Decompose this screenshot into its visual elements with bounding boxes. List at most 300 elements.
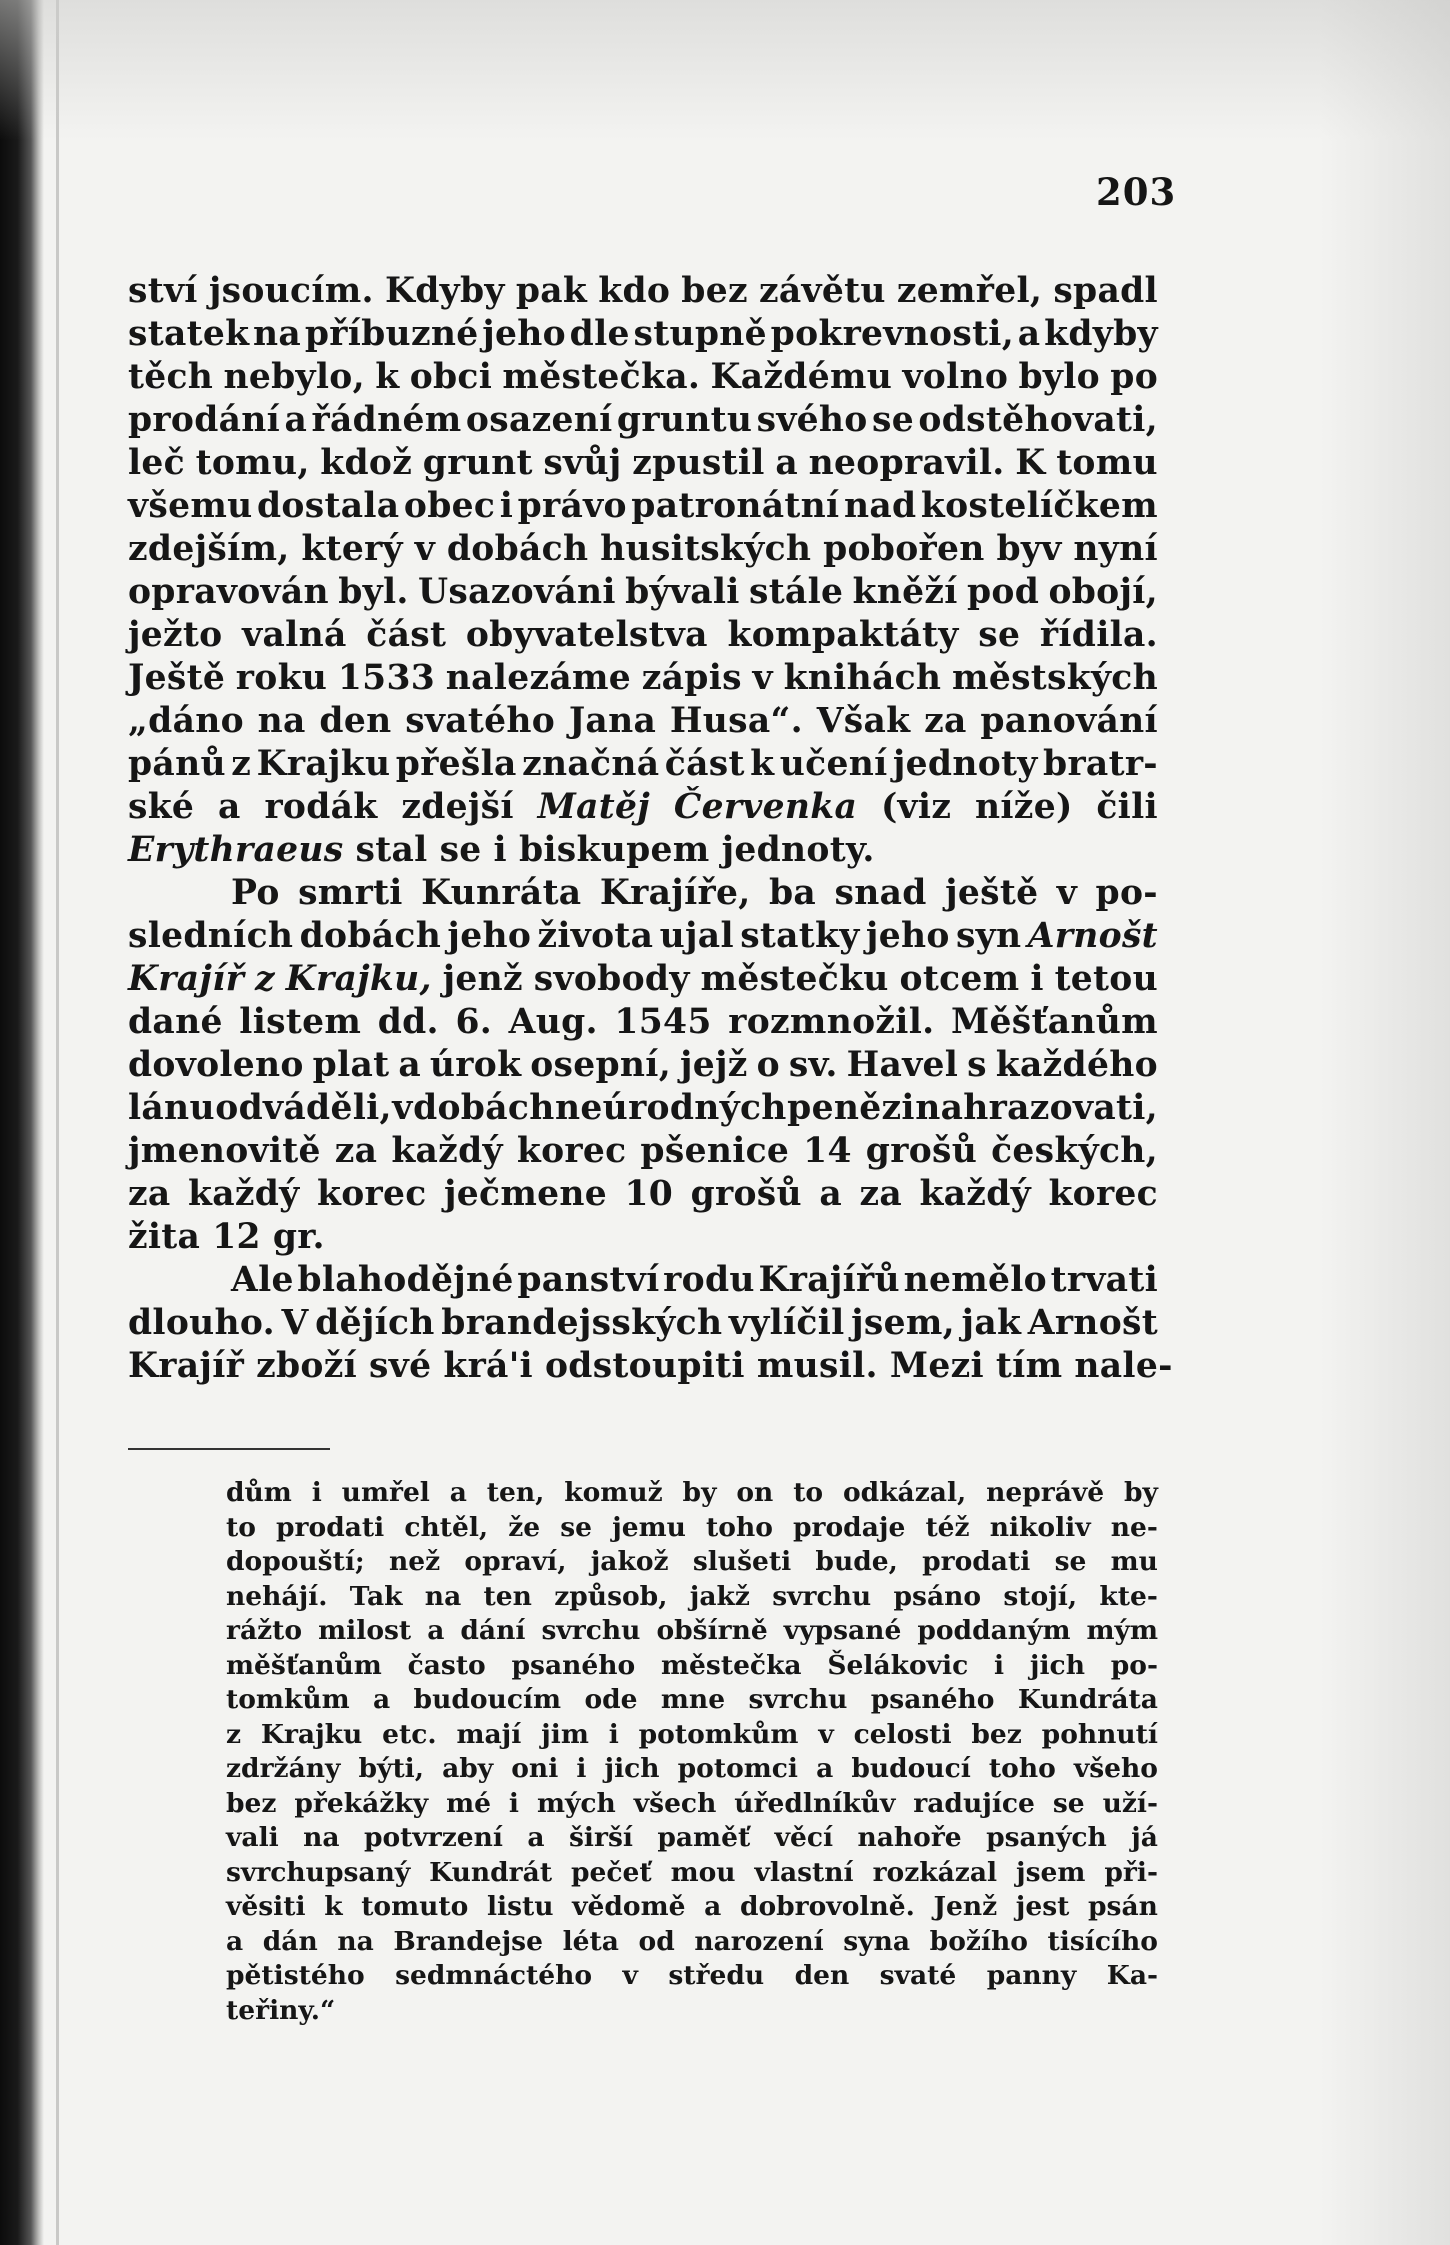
word: věsiti — [226, 1891, 306, 1922]
word: odváděli, — [215, 1088, 392, 1128]
word: korec — [516, 1131, 627, 1171]
word: chtěl, — [404, 1511, 489, 1543]
word: úředlníkův — [734, 1787, 896, 1819]
word: pak — [515, 271, 588, 311]
word: pod — [966, 572, 1040, 612]
word: jak — [961, 1303, 1022, 1343]
word: „dáno — [128, 701, 244, 741]
word: jakž — [689, 1580, 750, 1612]
word: Arnošt — [1027, 916, 1158, 956]
word: bylo — [1018, 357, 1100, 397]
word: narození — [694, 1925, 824, 1957]
word: 12 — [212, 1217, 261, 1257]
word: a — [226, 1925, 244, 1957]
word: žita — [128, 1217, 201, 1257]
text-line-6 — [128, 485, 1158, 528]
word: Krajku — [260, 1718, 363, 1750]
word: na — [303, 1822, 340, 1853]
word: penězi — [787, 1088, 915, 1128]
word: svého — [756, 400, 868, 440]
word: dán — [262, 1925, 318, 1957]
footnote-line-11 — [226, 1821, 1158, 1856]
word: všech — [633, 1787, 717, 1819]
word: v — [1056, 873, 1078, 913]
word: dobrovolně. — [739, 1891, 915, 1922]
word: nalezáme — [445, 658, 632, 698]
word: Krajku, — [285, 959, 432, 999]
footnote-line-5 — [226, 1614, 1158, 1649]
word: od — [638, 1925, 675, 1957]
word: mých — [536, 1787, 616, 1819]
word: na — [257, 701, 306, 741]
word: těch — [128, 357, 214, 397]
text-line-2 — [128, 313, 1158, 356]
word: jednoty — [892, 744, 1038, 784]
word: prodaje — [793, 1511, 906, 1543]
word: přešla — [395, 744, 517, 784]
word: o — [756, 1045, 780, 1085]
word: se — [978, 615, 1021, 655]
word: psaného — [870, 1684, 995, 1715]
word: zemřel, — [896, 271, 1043, 311]
word: se — [872, 400, 914, 440]
book-binding-shadow — [0, 0, 44, 2245]
word: Každému — [710, 357, 893, 397]
word: grošů — [690, 1174, 802, 1214]
word: Krajíře, — [599, 873, 751, 913]
word: dobách — [446, 529, 589, 569]
word: korec — [1048, 1174, 1158, 1214]
footnote-line-1 — [226, 1476, 1158, 1511]
word: měšťanům — [226, 1649, 382, 1681]
word: mé — [446, 1787, 491, 1819]
word: syn — [955, 916, 1022, 956]
word: v — [752, 658, 773, 698]
word: v — [392, 1088, 413, 1128]
word: po- — [1095, 873, 1158, 913]
footnote-line-7 — [226, 1683, 1158, 1718]
word: rodu — [663, 1260, 755, 1300]
text-line-9 — [128, 614, 1158, 657]
word: a — [704, 1891, 722, 1922]
word: stal — [355, 830, 428, 870]
word: i — [608, 1718, 619, 1750]
word: dům — [226, 1477, 292, 1508]
word: bývali — [625, 572, 740, 612]
word: smrti — [298, 873, 403, 913]
word: listu — [486, 1891, 554, 1922]
word: a — [449, 1477, 467, 1508]
word: neprávě — [986, 1477, 1105, 1508]
word: i — [508, 1787, 519, 1819]
word: tomu, — [195, 443, 310, 483]
word: Aug. — [508, 1002, 598, 1042]
word: pšenice — [640, 1131, 790, 1171]
word: městečku — [700, 959, 889, 999]
word: se — [560, 1511, 593, 1543]
word: způsob, — [554, 1580, 668, 1612]
word: bez — [226, 1787, 277, 1819]
word: oni — [511, 1753, 559, 1784]
text-line-8 — [128, 571, 1158, 614]
word: k — [750, 744, 775, 784]
word: Krajířů — [758, 1260, 900, 1300]
word: Ještě — [128, 658, 226, 698]
word: dání — [460, 1615, 526, 1646]
word: sledních — [128, 916, 294, 956]
word: zboží — [256, 1346, 358, 1386]
word: teřiny.“ — [226, 1994, 336, 2026]
footnote-line-6 — [226, 1649, 1158, 1684]
word: bez — [971, 1718, 1022, 1750]
word: budoucím — [413, 1684, 562, 1715]
word: panny — [986, 1960, 1077, 1991]
word: než — [388, 1546, 441, 1577]
footnote-line-13 — [226, 1890, 1158, 1925]
word: se — [439, 830, 482, 870]
text-line-17 — [128, 958, 1158, 1001]
word: odstěhovati, — [918, 400, 1158, 440]
word: 1533 — [337, 658, 436, 698]
word: ské — [128, 787, 195, 827]
word: dlouho. — [128, 1303, 275, 1343]
word: a — [217, 787, 241, 827]
word: Havel — [846, 1045, 959, 1085]
word: byl. — [338, 572, 409, 612]
word: obci — [409, 357, 493, 397]
text-line-20 — [128, 1087, 1158, 1130]
word: jeho — [447, 916, 532, 956]
word: neúrodných — [555, 1088, 787, 1128]
word: Červenka — [673, 787, 858, 827]
text-line-14 — [128, 829, 1158, 872]
word: jsem, — [851, 1303, 955, 1343]
word: městečka — [661, 1649, 802, 1681]
word: na — [337, 1925, 374, 1957]
word: v — [818, 1718, 834, 1750]
text-line-15 — [128, 872, 1158, 915]
word: své — [369, 1346, 432, 1386]
word: se — [1054, 1546, 1087, 1577]
word: svrchu — [541, 1615, 641, 1646]
text-line-23 — [128, 1216, 1158, 1259]
word: svrchupsaný — [226, 1856, 411, 1888]
word: snad — [834, 873, 927, 913]
word: ten — [483, 1580, 532, 1612]
word: den — [319, 701, 392, 741]
word: bez — [681, 271, 748, 311]
word: ujal — [659, 916, 734, 956]
word: volno — [902, 357, 1009, 397]
word: dobách — [413, 1088, 555, 1128]
footnote-line-14 — [226, 1925, 1158, 1960]
word: k — [324, 1891, 343, 1922]
word: dle — [569, 314, 630, 354]
word: Šelákovic — [827, 1649, 969, 1681]
word: vědomě — [572, 1891, 686, 1922]
word: ježto — [128, 615, 223, 655]
word: Husa“. — [669, 701, 803, 741]
word: Matěj — [537, 787, 651, 827]
word: psaných — [986, 1822, 1107, 1853]
word: Po — [231, 873, 280, 913]
word: a — [527, 1822, 545, 1853]
word: psáno — [893, 1580, 982, 1612]
word: psán — [1088, 1891, 1158, 1922]
word: mu — [1110, 1546, 1158, 1577]
word: Erythraeus — [128, 830, 344, 870]
footnote-text — [226, 1476, 1158, 2028]
word: nebylo, — [223, 357, 365, 397]
word: rodák — [264, 787, 378, 827]
word: kněží — [852, 572, 958, 612]
word: za — [924, 701, 967, 741]
word: i — [499, 486, 514, 526]
word: blahodějné — [297, 1260, 514, 1300]
word: odkázal, — [842, 1477, 967, 1508]
word: nad — [843, 486, 917, 526]
word: Brandejse — [393, 1925, 543, 1957]
page-number: 203 — [1096, 170, 1177, 214]
word: Však — [816, 701, 911, 741]
word: umřel — [341, 1477, 430, 1508]
word: by — [1124, 1477, 1158, 1508]
word: jeho — [865, 916, 950, 956]
word: který — [301, 529, 403, 569]
word: rozkázal — [872, 1856, 998, 1888]
word: část — [664, 744, 745, 784]
word: rozmnožil. — [728, 1002, 935, 1042]
text-line-11 — [128, 700, 1158, 743]
word: tetou — [1054, 959, 1158, 999]
word: za — [859, 1174, 902, 1214]
word: po — [1110, 357, 1158, 397]
footnote-line-12 — [226, 1856, 1158, 1891]
word: příbuzné — [304, 314, 479, 354]
word: on — [736, 1477, 774, 1508]
word: života — [537, 916, 654, 956]
word: vali — [226, 1822, 279, 1853]
word: stojí, — [1003, 1580, 1078, 1612]
word: i — [311, 1477, 322, 1508]
text-line-13 — [128, 786, 1158, 829]
word: úrok — [429, 1045, 522, 1085]
footnote-line-2 — [226, 1511, 1158, 1546]
word: prodati — [922, 1546, 1031, 1577]
word: mým — [1086, 1615, 1158, 1646]
word: za — [128, 1174, 171, 1214]
text-line-7 — [128, 528, 1158, 571]
word: biskupem — [518, 830, 710, 870]
word: stupně — [633, 314, 767, 354]
word: potomci — [677, 1753, 799, 1784]
text-line-24 — [128, 1259, 1158, 1302]
word: Krajíř — [128, 959, 245, 999]
word: jednoty. — [721, 830, 875, 870]
word: (viz — [880, 787, 952, 827]
text-line-10 — [128, 657, 1158, 700]
word: uží- — [1102, 1787, 1158, 1819]
word: radujíce — [913, 1787, 1035, 1819]
word: leč — [128, 443, 185, 483]
footnote-line-4 — [226, 1580, 1158, 1615]
word: Jenž — [933, 1891, 998, 1922]
word: jenž — [442, 959, 523, 999]
word: zdejší — [401, 787, 514, 827]
right-paper-shade — [1320, 0, 1450, 2245]
word: opraví, — [464, 1546, 567, 1577]
word: jich — [1029, 1649, 1085, 1681]
word: kdo — [598, 271, 671, 311]
word: komuž — [564, 1477, 663, 1508]
word: korec — [316, 1174, 427, 1214]
word: ten, — [486, 1477, 545, 1508]
word: že — [508, 1511, 541, 1543]
word: a — [819, 1174, 842, 1214]
word: pečeť — [571, 1856, 652, 1888]
text-line-18 — [128, 1001, 1158, 1044]
word: jemu — [612, 1511, 686, 1543]
text-line-26 — [128, 1345, 1173, 1388]
word: brandejsských — [441, 1303, 723, 1343]
word: k — [375, 357, 400, 397]
word: nahoře — [857, 1822, 962, 1853]
word: obojí, — [1048, 572, 1158, 612]
word: a — [284, 400, 308, 440]
text-line-19 — [128, 1044, 1158, 1087]
word: stále — [748, 572, 844, 612]
word: otcem — [899, 959, 1020, 999]
word: obyvatelstva — [465, 615, 708, 655]
word: slušeti — [692, 1546, 792, 1577]
word: knihách — [783, 658, 942, 698]
word: každý — [188, 1174, 300, 1214]
word: Kdyby — [384, 271, 505, 311]
word: božího — [929, 1925, 1028, 1957]
word: z — [231, 744, 252, 784]
word: ještě — [945, 873, 1039, 913]
word: též — [925, 1511, 970, 1543]
word: nikoliv — [989, 1511, 1091, 1543]
word: řádném — [311, 400, 462, 440]
word: svatého — [405, 701, 556, 741]
text-line-1 — [128, 270, 1158, 313]
word: dostala — [257, 486, 400, 526]
text-line-4 — [128, 399, 1158, 442]
word: valná — [242, 615, 347, 655]
word: každého — [995, 1045, 1158, 1085]
word: na — [424, 1580, 462, 1612]
word: panování — [980, 701, 1158, 741]
word: Arnošt — [1027, 1303, 1158, 1343]
word: K — [1015, 443, 1046, 483]
word: kdyby — [1044, 314, 1158, 354]
word: městečka. — [502, 357, 701, 397]
word: ode — [584, 1684, 638, 1715]
word: ječmene — [444, 1174, 608, 1214]
word: 6. — [455, 1002, 493, 1042]
word: věcí — [774, 1822, 834, 1853]
word: jejž — [679, 1045, 748, 1085]
word: bratr- — [1043, 744, 1158, 784]
word: při- — [1104, 1856, 1158, 1888]
footnote-line-9 — [226, 1752, 1158, 1787]
word: zápis — [641, 658, 742, 698]
word: dd. — [377, 1002, 439, 1042]
word: vypsané — [783, 1615, 902, 1646]
word: dobách — [299, 916, 442, 956]
word: z — [254, 959, 275, 999]
word: s — [967, 1045, 987, 1085]
text-line-16 — [128, 915, 1158, 958]
word: bude, — [815, 1546, 898, 1577]
word: i — [1030, 959, 1044, 999]
word: prodání — [128, 400, 281, 440]
binding-edge-line — [56, 0, 59, 2245]
word: etc. — [382, 1718, 437, 1750]
word: byv — [996, 529, 1062, 569]
word: potomkům — [638, 1718, 799, 1750]
word: nahrazovati, — [915, 1088, 1158, 1128]
word: celosti — [853, 1718, 952, 1750]
word: grošů — [865, 1131, 978, 1171]
word: svrchu — [748, 1684, 848, 1715]
word: často — [407, 1649, 486, 1681]
word: roku — [235, 658, 328, 698]
word: jakož — [590, 1546, 669, 1577]
word: osepní, — [530, 1045, 672, 1085]
text-line-5 — [128, 442, 1158, 485]
word: pětistého — [226, 1960, 365, 1991]
word: dopouští; — [226, 1546, 365, 1577]
word: i — [576, 1753, 587, 1784]
word: překážky — [294, 1787, 429, 1819]
word: den — [794, 1960, 850, 1991]
word: Jana — [568, 701, 657, 741]
word: neopravil. — [808, 443, 1005, 483]
word: právo — [517, 486, 627, 526]
word: opravován — [128, 572, 329, 612]
text-line-21 — [128, 1130, 1158, 1173]
word: to — [226, 1511, 256, 1543]
word: zdržány — [226, 1753, 341, 1784]
word: listem — [239, 1002, 362, 1042]
word: a — [1017, 314, 1041, 354]
word: svaté — [879, 1960, 957, 1991]
word: a — [816, 1753, 834, 1784]
word: prodati — [276, 1511, 385, 1543]
word: svrchu — [772, 1580, 872, 1612]
word: budoucí — [851, 1753, 971, 1784]
word: a — [398, 1045, 421, 1085]
word: Měšťanům — [951, 1002, 1158, 1042]
word: gruntu — [616, 400, 753, 440]
word: trvati — [1050, 1260, 1158, 1300]
word: všeho — [1073, 1753, 1158, 1784]
word: kompaktáty — [727, 615, 959, 655]
word: tisícího — [1047, 1925, 1158, 1957]
word: řídila. — [1039, 615, 1158, 655]
word: kdož — [320, 443, 413, 483]
word: na — [253, 314, 302, 354]
word: Mezi — [889, 1346, 984, 1386]
word: V — [281, 1303, 309, 1343]
footnote-line-8 — [226, 1718, 1158, 1753]
word: dovoleno — [128, 1045, 304, 1085]
word: jsoucím. — [208, 271, 374, 311]
word: odstoupiti — [544, 1346, 745, 1386]
word: značná — [522, 744, 660, 784]
